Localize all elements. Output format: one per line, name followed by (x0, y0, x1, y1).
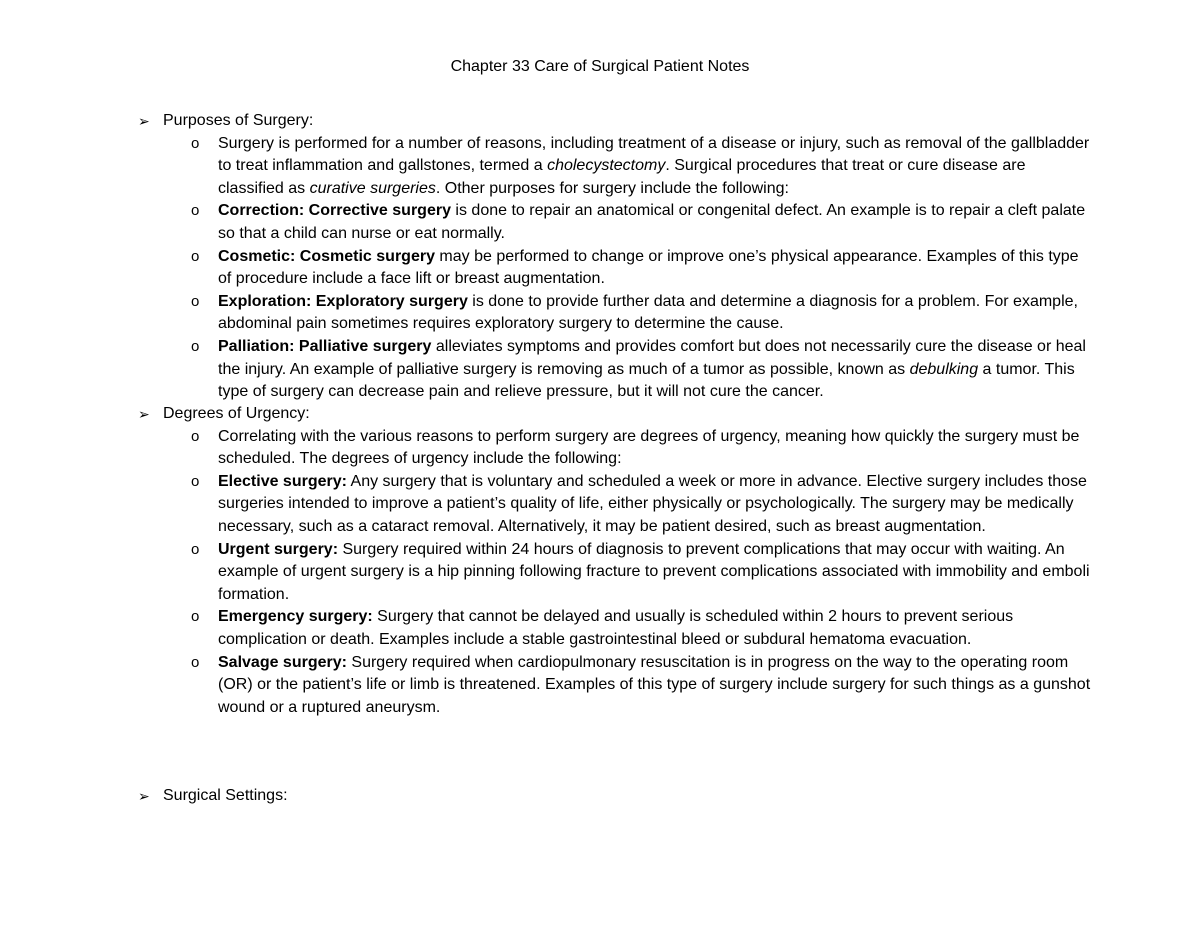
page-title: Chapter 33 Care of Surgical Patient Notes (450, 58, 750, 75)
text-run: Correlating with the various reasons to perform surgery are degrees of urgency, meaning how quickly the surgery must be scheduled. The degrees of urgency include the following: (218, 427, 1080, 468)
bullet-list (138, 426, 1098, 720)
circle-bullet-icon: o (191, 247, 200, 265)
circle-bullet-icon: o (191, 472, 200, 490)
text-run: a tumor. This type of surgery can decrease pain and relieve pressure, but it will not cure the cancer. (218, 360, 1075, 401)
circle-bullet-icon: o (191, 292, 200, 310)
list-item (191, 291, 1098, 336)
text-run: Surgery required when cardiopulmonary resuscitation is in progress on the way to the operating room (OR) or the patient’s life or limb is threatened. Examples of this type of surgery include surgery for such things as a gunshot wound or a ruptured aneurysm. (218, 653, 1091, 716)
list-item-text (218, 426, 1093, 471)
arrow-bullet-icon: ➢ (138, 788, 150, 804)
list-item (191, 426, 1098, 471)
bold-term: Cosmetic: Cosmetic surgery (218, 247, 435, 265)
text-run: Surgery required within 24 hours of diagnosis to prevent complications that may occur with waiting. An example of urgent surgery is a hip pinning following fracture to prevent complications associated with immobility and emboli formation. (218, 540, 1090, 603)
italic-term: curative surgeries (309, 179, 436, 197)
circle-bullet-icon: o (191, 337, 200, 355)
section-heading: Degrees of Urgency: (163, 405, 310, 422)
list-item (191, 471, 1098, 539)
section-heading-row (138, 403, 1098, 426)
text-run: is done to repair an anatomical or congenital defect. An example is to repair a cleft palate so that a child can nurse or eat normally. (218, 202, 1086, 242)
section-heading-row (138, 785, 1098, 808)
section-heading: Purposes of Surgery: (163, 112, 314, 129)
arrow-bullet-icon: ➢ (138, 113, 150, 129)
list-item-text (218, 606, 1093, 651)
circle-bullet-icon: o (191, 653, 200, 671)
bold-term: Palliation: Palliative surgery (218, 337, 432, 355)
section-heading-row (138, 110, 1098, 133)
bold-term: Urgent surgery: (218, 540, 339, 558)
list-item-text (218, 539, 1093, 607)
bold-term: Exploration: Exploratory surgery (218, 292, 468, 310)
text-run: Surgery that cannot be delayed and usually is scheduled within 2 hours to prevent serious complication or death. Examples include a stable gastrointestinal bleed or subdural hematoma evacuation. (218, 608, 1014, 648)
bullet-list (138, 133, 1098, 404)
bold-term: Elective surgery: (218, 472, 347, 490)
circle-bullet-icon: o (191, 427, 200, 445)
list-item (191, 606, 1098, 651)
circle-bullet-icon: o (191, 540, 200, 558)
bold-term: Salvage surgery: (218, 653, 347, 671)
list-item-text (218, 133, 1093, 201)
list-item (191, 246, 1098, 291)
section-heading: Surgical Settings: (163, 787, 288, 804)
text-run: may be performed to change or improve one’s physical appearance. Examples of this type of procedure include a face lift or breast augmentation. (218, 247, 1079, 288)
circle-bullet-icon: o (191, 202, 200, 220)
bold-term: Emergency surgery: (218, 608, 373, 626)
list-item (191, 336, 1098, 404)
text-run: is done to provide further data and determine a diagnosis for a problem. For example, abdominal pain sometimes requires exploratory surgery to determine the cause. (218, 292, 1078, 333)
list-item (191, 133, 1098, 201)
section-purposes-of-surgery (138, 110, 1098, 404)
section-surgical-settings (138, 785, 1098, 808)
text-run: . Other purposes for surgery include the following: (435, 179, 789, 197)
bold-term: Correction: Corrective surgery (218, 202, 451, 220)
list-item-text (218, 200, 1093, 245)
list-item-text (218, 471, 1093, 539)
list-item-text (218, 336, 1093, 404)
text-run: Surgery is performed for a number of reasons, including treatment of a disease or injury, such as removal of the gallbladder to treat inflammation and gallstones, termed a (218, 134, 1090, 175)
text-run: alleviates symptoms and provides comfort but does not necessarily cure the disease or heal the injury. An example of palliative surgery is removing as much of a tumor as possible, known as (218, 337, 1086, 378)
list-item-text (218, 291, 1093, 336)
list-item (191, 539, 1098, 607)
arrow-bullet-icon: ➢ (138, 406, 150, 422)
circle-bullet-icon: o (191, 134, 200, 152)
list-item-text (218, 246, 1093, 291)
text-run: . Surgical procedures that treat or cure disease are classified as (218, 157, 1026, 197)
list-item (191, 200, 1098, 245)
list-item (191, 652, 1098, 720)
italic-term: debulking (909, 360, 979, 378)
list-item-text (218, 652, 1093, 720)
italic-term: cholecystectomy (547, 157, 666, 175)
text-run: Any surgery that is voluntary and scheduled a week or more in advance. Elective surgery includes those surgeries intended to improve a patient’s quality of life, either physically or psychologically. The surgery may be medically necessary, such as a cataract removal. Alternatively, it may be patient desired, such as breast augmentation. (218, 472, 1087, 535)
circle-bullet-icon: o (191, 608, 200, 626)
section-degrees-of-urgency (138, 403, 1098, 719)
